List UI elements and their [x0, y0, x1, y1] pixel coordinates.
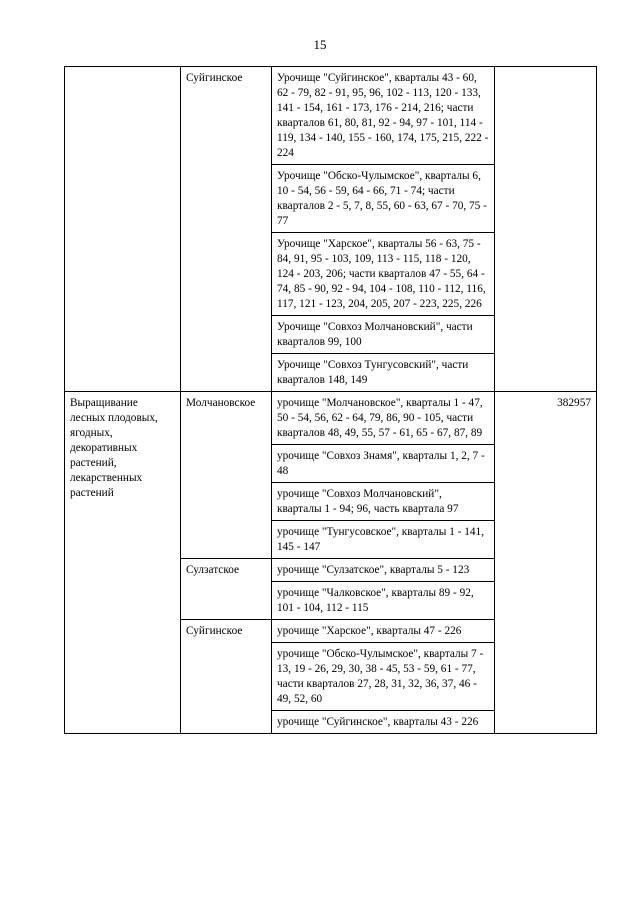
parcel-cell: Урочище "Обско-Чулымское", кварталы 6, 10 - 54, 56 - 59, 64 - 66, 71 - 74; части кварталов 2 - 5, 7, 8, 55, 60 - 63, 67 - 70, 75 - 77: [272, 165, 495, 233]
forest-use-table: [64, 66, 597, 734]
forestry-cell: Молчановское: [181, 392, 272, 559]
parcel-cell: Урочище "Харское", кварталы 56 - 63, 75 - 84, 91, 95 - 103, 109, 113 - 115, 118 - 120, 124 - 203, 206; части кварталов 47 - 55, 64 - 74, 85 - 90, 92 - 94, 104 - 108, 110 - 112, 116, 117, 121 - 123, 204, 205, 207 - 223, 225, 226: [272, 233, 495, 316]
forestry-cell: Суйгинское: [181, 67, 272, 392]
table-row: [65, 392, 597, 445]
parcel-cell: урочище "Молчановское", кварталы 1 - 47, 50 - 54, 56, 62 - 64, 79, 86, 90 - 105, части кварталов 48, 49, 55, 57 - 61, 65 - 67, 87, 89: [272, 392, 495, 445]
table-row: [65, 67, 597, 165]
parcel-cell: урочище "Чалковское", кварталы 89 - 92, 101 - 104, 112 - 115: [272, 582, 495, 620]
parcel-cell: Урочище "Совхоз Тунгусовский", части кварталов 148, 149: [272, 354, 495, 392]
parcel-cell: урочище "Тунгусовское", кварталы 1 - 141, 145 - 147: [272, 521, 495, 559]
parcel-cell: урочище "Совхоз Молчановский", кварталы 1 - 94; 96, часть квартала 97: [272, 483, 495, 521]
forestry-cell: Сулзатское: [181, 559, 272, 620]
parcel-cell: Урочище "Совхоз Молчановский", части кварталов 99, 100: [272, 316, 495, 354]
forestry-cell: Суйгинское: [181, 620, 272, 734]
parcel-cell: урочище "Обско-Чулымское", кварталы 7 - 13, 19 - 26, 29, 30, 38 - 45, 53 - 59, 61 - 77, части кварталов 27, 28, 31, 32, 36, 37, 46 - 49, 52, 60: [272, 643, 495, 711]
page-number: 15: [313, 37, 327, 52]
area-cell: [495, 67, 597, 392]
parcel-cell: урочище "Харское", кварталы 47 - 226: [272, 620, 495, 643]
activity-cell: Выращивание лесных плодовых, ягодных, декоративных растений, лекарственных растений: [65, 392, 181, 734]
area-cell: 382957: [495, 392, 597, 734]
activity-cell: [65, 67, 181, 392]
parcel-cell: урочище "Сулзатское", кварталы 5 - 123: [272, 559, 495, 582]
parcel-cell: Урочище "Суйгинское", кварталы 43 - 60, 62 - 79, 82 - 91, 95, 96, 102 - 113, 120 - 133, 141 - 154, 161 - 173, 176 - 214, 216; части кварталов 61, 80, 81, 92 - 94, 97 - 101, 114 - 119, 134 - 140, 155 - 160, 174, 175, 215, 222 - 224: [272, 67, 495, 165]
parcel-cell: урочище "Совхоз Знамя", кварталы 1, 2, 7 - 48: [272, 445, 495, 483]
parcel-cell: урочище "Суйгинское", кварталы 43 - 226: [272, 711, 495, 734]
